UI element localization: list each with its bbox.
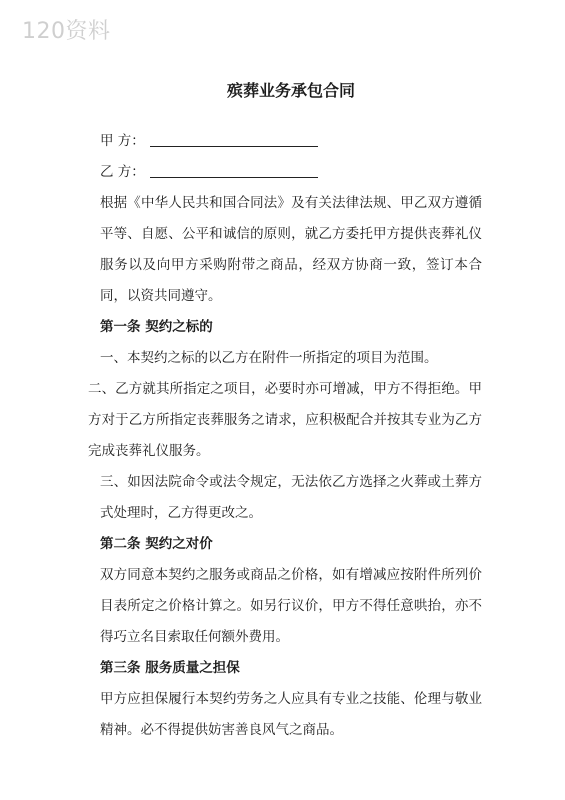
article-2-heading: 第二条 契约之对价 [100, 536, 213, 552]
document-title: 殡葬业务承包合同 [226, 81, 355, 100]
watermark-logo: 120资料 [22, 19, 111, 44]
article-3-heading: 第三条 服务质量之担保 [100, 660, 240, 676]
party-b-blank-line [150, 163, 318, 178]
party-b-row [100, 157, 482, 188]
article-2-clause-1: 双方同意本契约之服务或商品之价格，如有增减应按附件所列价目表所定之价格计算之。如另行议价，甲方不得任意哄抬，亦不得巧立名目索取任何额外费用。 [100, 567, 482, 645]
party-a-row [100, 126, 482, 157]
article-1-heading: 第一条 契约之标的 [100, 319, 213, 335]
party-a-blank-line [150, 132, 318, 147]
document-page [88, 76, 482, 746]
article-1-clause-3: 三、如因法院命令或法令规定，无法依乙方选择之火葬或土葬方式处理时，乙方得更改之。 [100, 474, 482, 521]
article-1-clause-1: 一、本契约之标的以乙方在附件一所指定的项目为范围。 [100, 350, 438, 366]
party-a-label: 甲 方： [100, 133, 145, 149]
intro-paragraph: 根据《中华人民共和国合同法》及有关法律法规、甲乙双方遵循平等、自愿、公平和诚信的原则，就乙方委托甲方提供丧葬礼仪服务以及向甲方采购附带之商品，经双方协商一致，签订本合同，以资共同遵守。 [100, 195, 482, 304]
article-1-clause-2: 二、乙方就其所指定之项目，必要时亦可增减，甲方不得拒绝。甲方对于乙方所指定丧葬服务之请求，应积极配合并按其专业为乙方完成丧葬礼仪服务。 [88, 381, 482, 459]
party-b-label: 乙 方： [100, 164, 145, 180]
article-3-clause-1: 甲方应担保履行本契约劳务之人应具有专业之技能、伦理与敬业精神。必不得提供妨害善良风气之商品。 [100, 691, 482, 738]
